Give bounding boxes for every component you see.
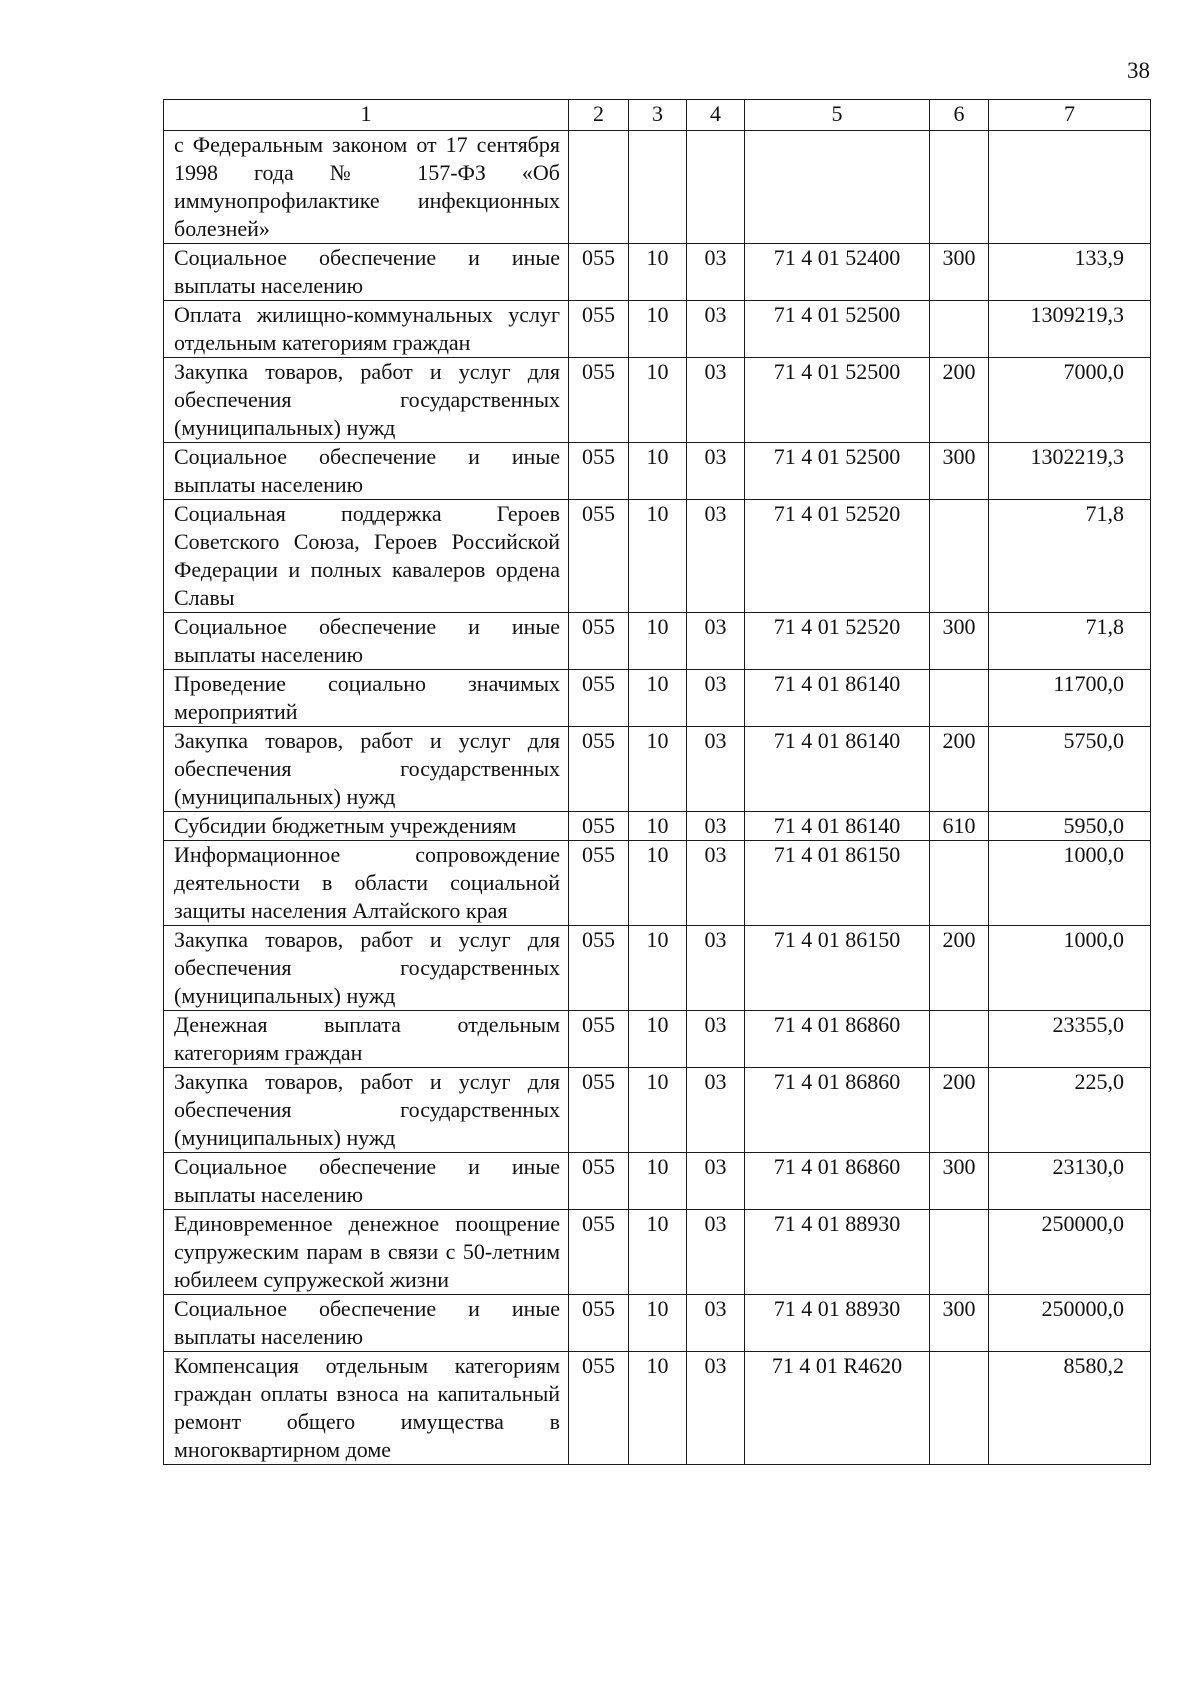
section-code: 10 [629, 926, 687, 1011]
expense-type-code: 200 [930, 926, 989, 1011]
admin-code: 055 [569, 812, 629, 841]
row-description: Оплата жилищно-коммунальных услуг отдельным категориям граждан [164, 301, 569, 358]
amount: 11700,0 [989, 670, 1151, 727]
subsection-code: 03 [687, 812, 745, 841]
admin-code: 055 [569, 727, 629, 812]
section-code: 10 [629, 1295, 687, 1352]
expense-type-code [930, 131, 989, 244]
amount: 71,8 [989, 500, 1151, 613]
expense-type-code [930, 670, 989, 727]
section-code: 10 [629, 1011, 687, 1068]
target-code: 71 4 01 88930 [745, 1210, 930, 1295]
table-row [164, 131, 1151, 244]
row-description: Закупка товаров, работ и услуг для обеспечения государственных (муниципальных) нужд [164, 1068, 569, 1153]
row-description: Закупка товаров, работ и услуг для обеспечения государственных (муниципальных) нужд [164, 358, 569, 443]
table-row [164, 727, 1151, 812]
table-row [164, 1011, 1151, 1068]
section-code: 10 [629, 812, 687, 841]
table-row [164, 1352, 1151, 1465]
admin-code: 055 [569, 1068, 629, 1153]
target-code: 71 4 01 88930 [745, 1295, 930, 1352]
expense-type-code [930, 1210, 989, 1295]
section-code: 10 [629, 1352, 687, 1465]
section-code: 10 [629, 500, 687, 613]
column-header-5: 5 [745, 100, 930, 131]
table-row [164, 841, 1151, 926]
table-row [164, 613, 1151, 670]
table-row [164, 1295, 1151, 1352]
target-code: 71 4 01 86140 [745, 670, 930, 727]
admin-code [569, 131, 629, 244]
column-header-2: 2 [569, 100, 629, 131]
table-row [164, 1210, 1151, 1295]
target-code: 71 4 01 86140 [745, 727, 930, 812]
expense-type-code: 200 [930, 727, 989, 812]
subsection-code: 03 [687, 613, 745, 670]
table-row [164, 358, 1151, 443]
section-code: 10 [629, 301, 687, 358]
section-code: 10 [629, 670, 687, 727]
section-code: 10 [629, 244, 687, 301]
page-number: 38 [1127, 58, 1150, 83]
row-description: с Федеральным законом от 17 сентября 1998 года № 157-ФЗ «Об иммунопрофилактике инфекционных болезней» [164, 131, 569, 244]
target-code: 71 4 01 52400 [745, 244, 930, 301]
table-row [164, 244, 1151, 301]
admin-code: 055 [569, 1295, 629, 1352]
table-row [164, 301, 1151, 358]
amount: 1302219,3 [989, 443, 1151, 500]
expense-type-code: 300 [930, 613, 989, 670]
target-code: 71 4 01 52500 [745, 358, 930, 443]
section-code: 10 [629, 613, 687, 670]
subsection-code: 03 [687, 500, 745, 613]
expense-type-code: 300 [930, 244, 989, 301]
target-code: 71 4 01 52520 [745, 613, 930, 670]
table-body [164, 131, 1151, 1465]
subsection-code: 03 [687, 443, 745, 500]
section-code: 10 [629, 841, 687, 926]
admin-code: 055 [569, 358, 629, 443]
admin-code: 055 [569, 926, 629, 1011]
table-row [164, 670, 1151, 727]
row-description: Закупка товаров, работ и услуг для обеспечения государственных (муниципальных) нужд [164, 727, 569, 812]
budget-table [163, 99, 1151, 1465]
admin-code: 055 [569, 244, 629, 301]
expense-type-code: 200 [930, 358, 989, 443]
subsection-code: 03 [687, 1210, 745, 1295]
row-description: Социальное обеспечение и иные выплаты населению [164, 1153, 569, 1210]
target-code: 71 4 01 86860 [745, 1011, 930, 1068]
expense-type-code: 610 [930, 812, 989, 841]
amount: 5750,0 [989, 727, 1151, 812]
amount: 133,9 [989, 244, 1151, 301]
section-code: 10 [629, 1210, 687, 1295]
target-code: 71 4 01 R4620 [745, 1352, 930, 1465]
amount: 1309219,3 [989, 301, 1151, 358]
target-code: 71 4 01 86860 [745, 1068, 930, 1153]
target-code: 71 4 01 86150 [745, 926, 930, 1011]
subsection-code: 03 [687, 1068, 745, 1153]
expense-type-code: 300 [930, 1295, 989, 1352]
amount: 5950,0 [989, 812, 1151, 841]
row-description: Компенсация отдельным категориям граждан оплаты взноса на капитальный ремонт общего имущества в многоквартирном доме [164, 1352, 569, 1465]
subsection-code: 03 [687, 841, 745, 926]
expense-type-code [930, 500, 989, 613]
expense-type-code: 300 [930, 443, 989, 500]
subsection-code [687, 131, 745, 244]
target-code: 71 4 01 86860 [745, 1153, 930, 1210]
expense-type-code: 300 [930, 1153, 989, 1210]
amount: 8580,2 [989, 1352, 1151, 1465]
admin-code: 055 [569, 301, 629, 358]
subsection-code: 03 [687, 1153, 745, 1210]
admin-code: 055 [569, 443, 629, 500]
amount: 7000,0 [989, 358, 1151, 443]
section-code: 10 [629, 1153, 687, 1210]
amount: 1000,0 [989, 841, 1151, 926]
column-header-4: 4 [687, 100, 745, 131]
expense-type-code [930, 1011, 989, 1068]
target-code: 71 4 01 52500 [745, 443, 930, 500]
section-code: 10 [629, 443, 687, 500]
row-description: Социальное обеспечение и иные выплаты населению [164, 244, 569, 301]
row-description: Социальная поддержка Героев Советского Союза, Героев Российской Федерации и полных кавалеров ордена Славы [164, 500, 569, 613]
admin-code: 055 [569, 1011, 629, 1068]
expense-type-code [930, 301, 989, 358]
admin-code: 055 [569, 1210, 629, 1295]
row-description: Информационное сопровождение деятельности в области социальной защиты населения Алтайского края [164, 841, 569, 926]
subsection-code: 03 [687, 1352, 745, 1465]
subsection-code: 03 [687, 1295, 745, 1352]
row-description: Закупка товаров, работ и услуг для обеспечения государственных (муниципальных) нужд [164, 926, 569, 1011]
row-description: Проведение социально значимых мероприятий [164, 670, 569, 727]
admin-code: 055 [569, 1352, 629, 1465]
subsection-code: 03 [687, 301, 745, 358]
table-row [164, 1068, 1151, 1153]
amount: 23355,0 [989, 1011, 1151, 1068]
amount: 225,0 [989, 1068, 1151, 1153]
expense-type-code: 200 [930, 1068, 989, 1153]
column-header-6: 6 [930, 100, 989, 131]
expense-type-code [930, 841, 989, 926]
subsection-code: 03 [687, 727, 745, 812]
row-description: Социальное обеспечение и иные выплаты населению [164, 1295, 569, 1352]
table-row [164, 500, 1151, 613]
row-description: Социальное обеспечение и иные выплаты населению [164, 613, 569, 670]
subsection-code: 03 [687, 1011, 745, 1068]
amount [989, 131, 1151, 244]
row-description: Социальное обеспечение и иные выплаты населению [164, 443, 569, 500]
table-row [164, 443, 1151, 500]
amount: 71,8 [989, 613, 1151, 670]
section-code: 10 [629, 358, 687, 443]
target-code: 71 4 01 52500 [745, 301, 930, 358]
section-code [629, 131, 687, 244]
subsection-code: 03 [687, 358, 745, 443]
admin-code: 055 [569, 1153, 629, 1210]
expense-type-code [930, 1352, 989, 1465]
target-code: 71 4 01 52520 [745, 500, 930, 613]
table-row [164, 926, 1151, 1011]
admin-code: 055 [569, 613, 629, 670]
section-code: 10 [629, 1068, 687, 1153]
amount: 23130,0 [989, 1153, 1151, 1210]
row-description: Субсидии бюджетным учреждениям [164, 812, 569, 841]
admin-code: 055 [569, 500, 629, 613]
admin-code: 055 [569, 670, 629, 727]
target-code: 71 4 01 86140 [745, 812, 930, 841]
amount: 1000,0 [989, 926, 1151, 1011]
column-header-1: 1 [164, 100, 569, 131]
column-header-3: 3 [629, 100, 687, 131]
subsection-code: 03 [687, 244, 745, 301]
admin-code: 055 [569, 841, 629, 926]
target-code: 71 4 01 86150 [745, 841, 930, 926]
column-number-row [164, 100, 1151, 131]
amount: 250000,0 [989, 1295, 1151, 1352]
amount: 250000,0 [989, 1210, 1151, 1295]
column-header-7: 7 [989, 100, 1151, 131]
subsection-code: 03 [687, 926, 745, 1011]
table-row [164, 1153, 1151, 1210]
row-description: Денежная выплата отдельным категориям граждан [164, 1011, 569, 1068]
subsection-code: 03 [687, 670, 745, 727]
section-code: 10 [629, 727, 687, 812]
row-description: Единовременное денежное поощрение супружеским парам в связи с 50-летним юбилеем супружеской жизни [164, 1210, 569, 1295]
target-code [745, 131, 930, 244]
table-row [164, 812, 1151, 841]
